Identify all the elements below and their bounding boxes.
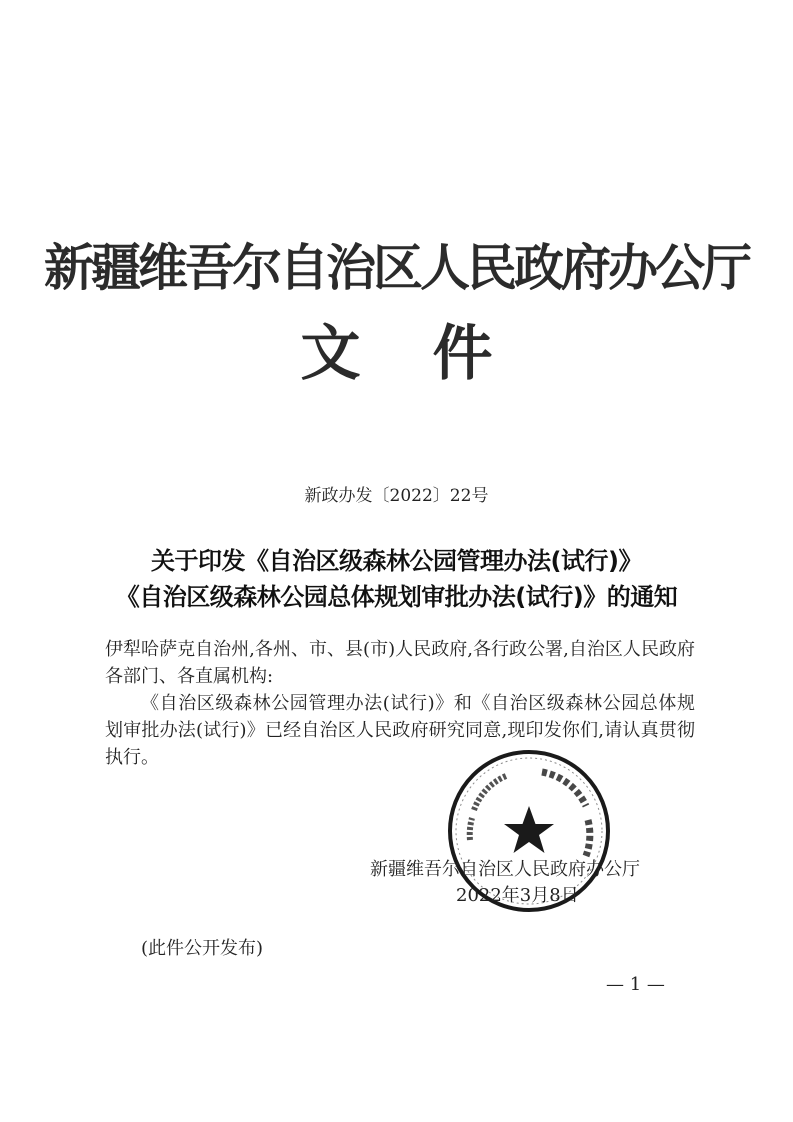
page-number: — 1 — xyxy=(606,974,665,995)
content-paragraph: 《自治区级森林公园管理办法(试行)》和《自治区级森林公园总体规划审批办法(试行)》已经自治区人民政府研究同意,现印发你们,请认真贯彻执行。 xyxy=(105,693,695,768)
doc-type-heading xyxy=(0,318,793,390)
recipients-paragraph: 伊犁哈萨克自治州,各州、市、县(市)人民政府,各行政公署,自治区人民政府各部门、各直属机构: xyxy=(105,639,695,687)
doc-type-char: 文 xyxy=(300,319,361,389)
issuer-title: 新疆维吾尔自治区人民政府办公厅 xyxy=(44,239,749,297)
star-icon xyxy=(504,806,554,853)
signing-organization: 新疆维吾尔自治区人民政府办公厅 xyxy=(370,859,640,880)
notice-title-line: 关于印发《自治区级森林公园管理办法(试行)》 xyxy=(151,547,642,575)
signing-date: 2022年3月8日 xyxy=(456,885,579,906)
document-number: 新政办发〔2022〕22号 xyxy=(304,486,489,506)
doc-type-char: 件 xyxy=(432,319,493,389)
notice-title xyxy=(0,543,793,615)
public-release-note: (此件公开发布) xyxy=(141,938,264,959)
notice-title-line: 《自治区级森林公园总体规划审批办法(试行)》的通知 xyxy=(115,583,678,611)
